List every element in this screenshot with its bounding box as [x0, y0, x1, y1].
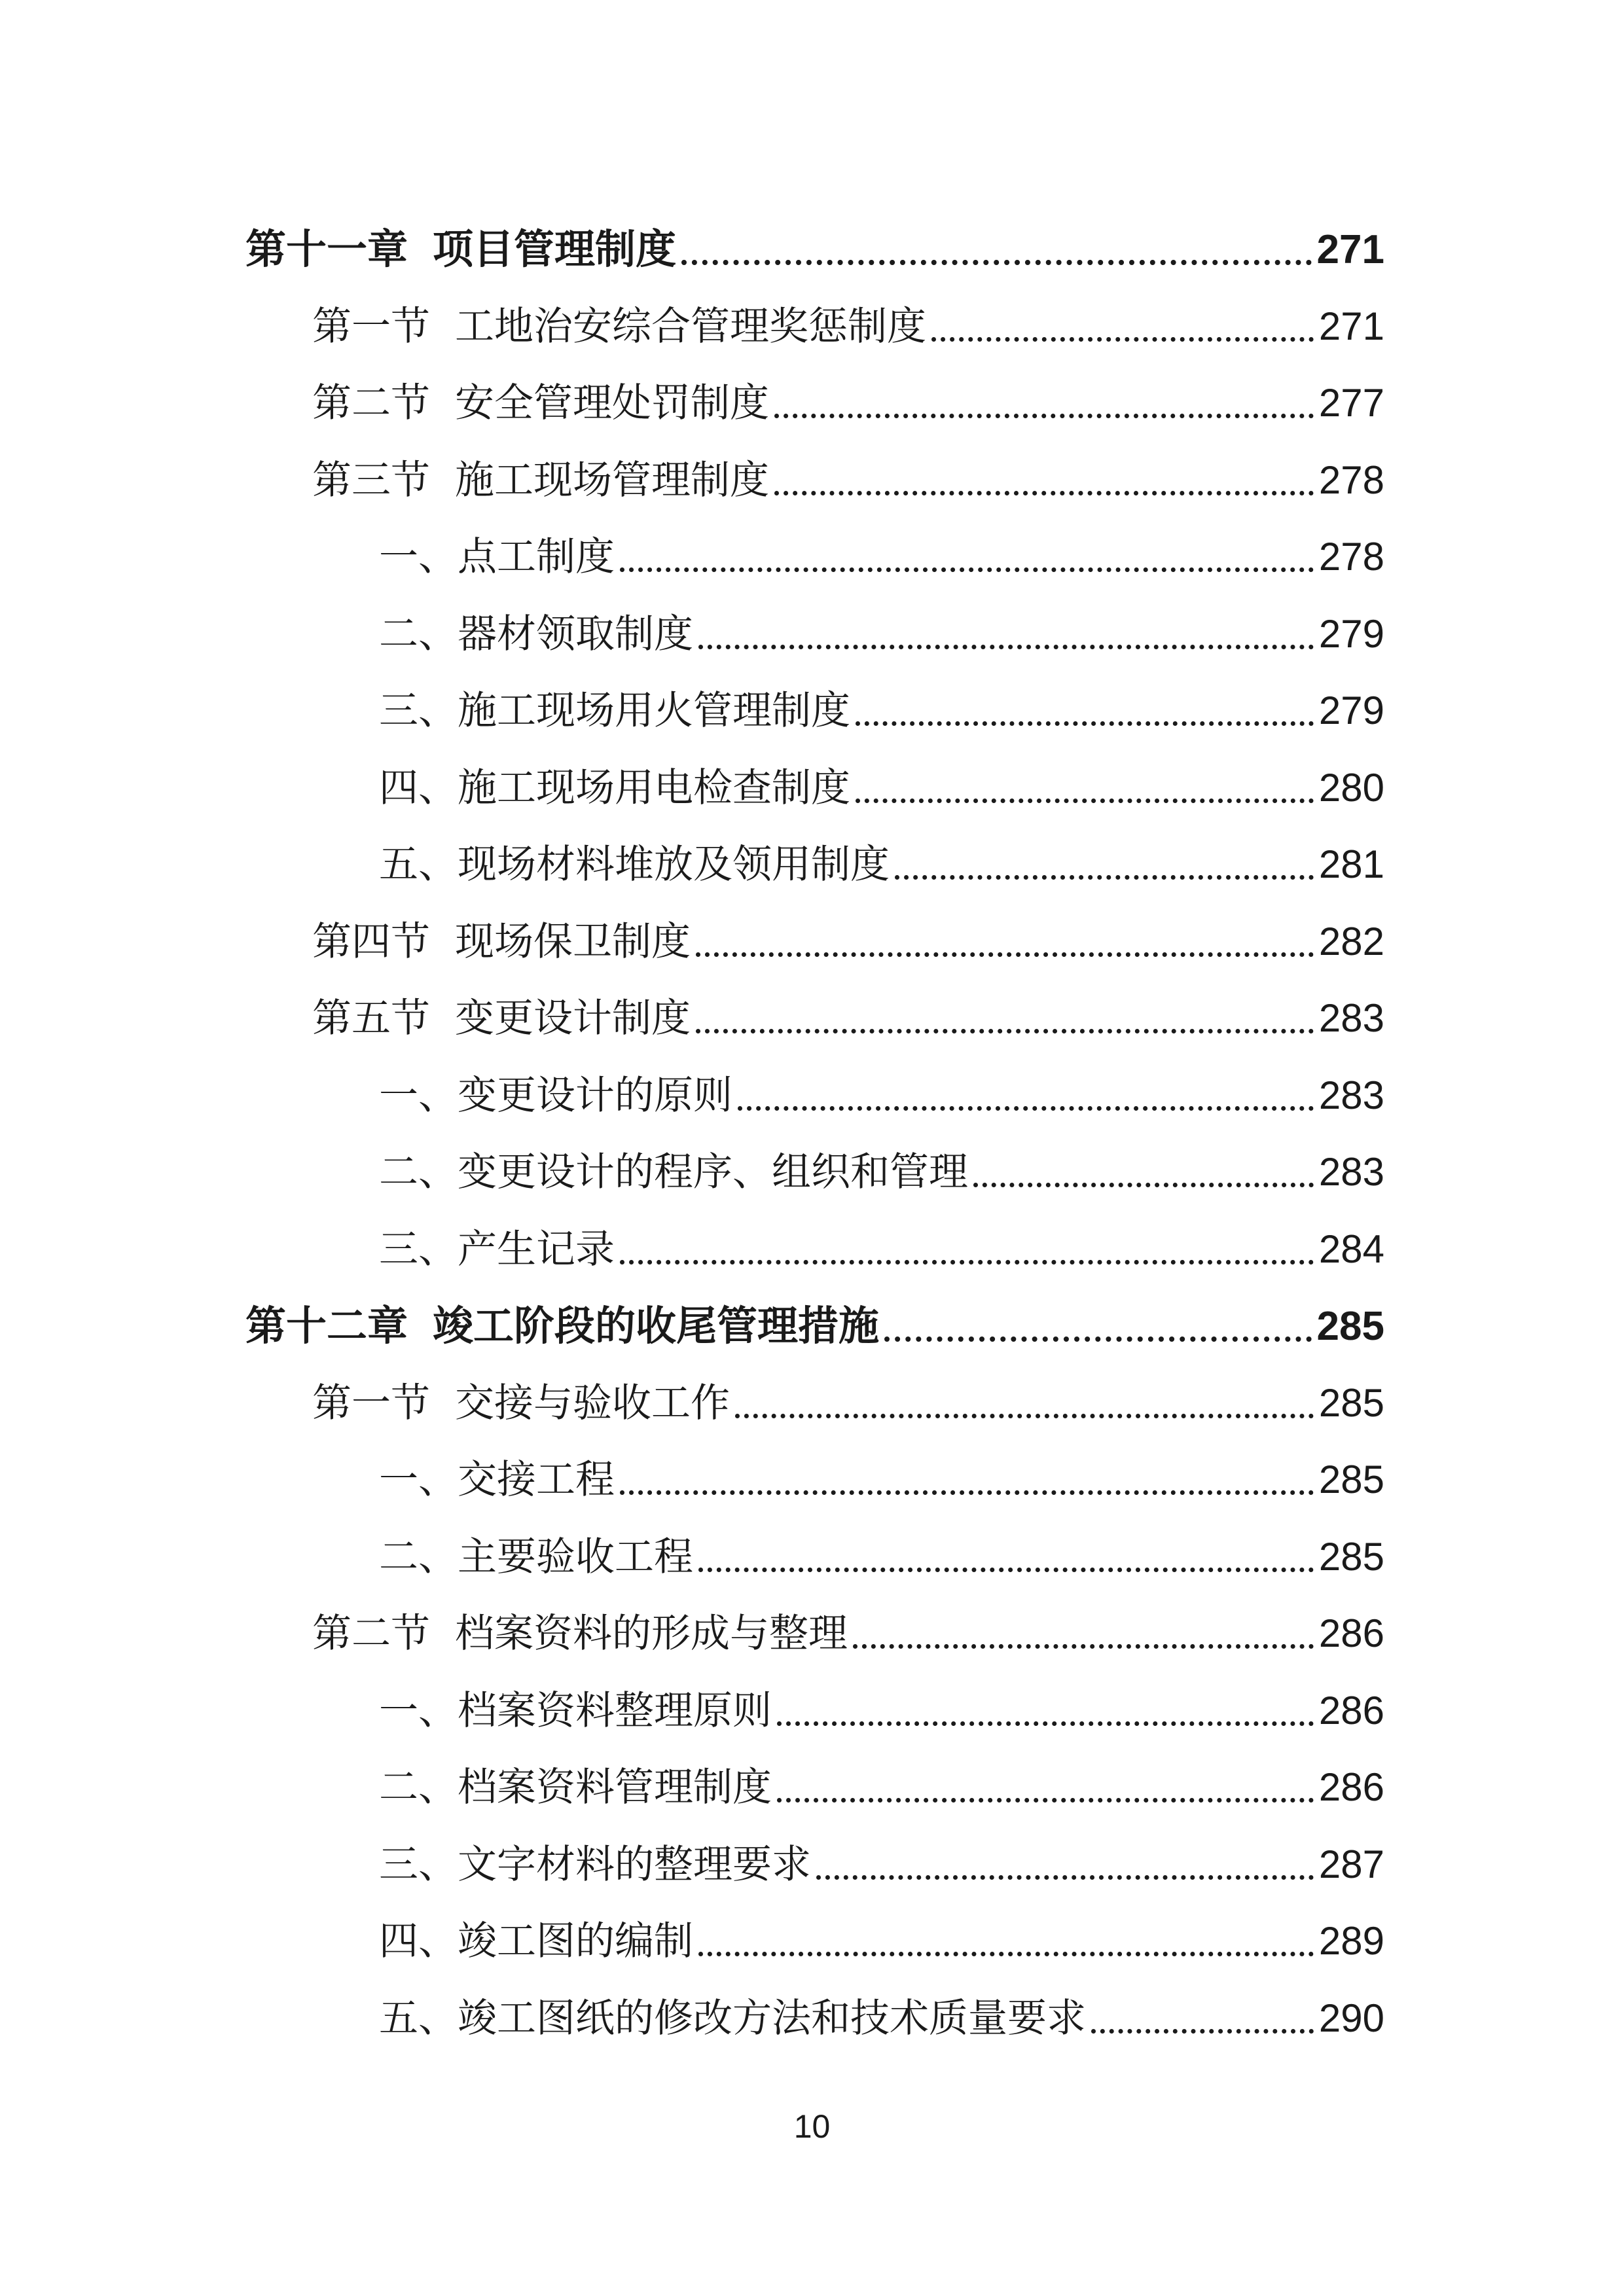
toc-entry-page: 284: [1318, 1227, 1384, 1271]
toc-entry-title: 一、交接工程: [379, 1457, 615, 1503]
toc-entry[interactable]: [245, 672, 1384, 749]
toc-entry-page: 285: [1316, 1304, 1384, 1349]
toc-entry-number: 第一节: [312, 1380, 430, 1426]
toc-entry-page: 285: [1318, 1458, 1384, 1501]
toc-entry-page: 289: [1318, 1919, 1384, 1963]
toc-entry-page: 283: [1318, 1073, 1384, 1117]
toc-entry-page: 279: [1318, 689, 1384, 732]
toc-dot-leader: [1091, 2029, 1314, 2034]
toc-entry[interactable]: [245, 1134, 1384, 1211]
toc-dot-leader: [698, 1568, 1314, 1572]
toc-entry-title: 交接与验收工作: [455, 1380, 730, 1426]
toc-entry[interactable]: [245, 1057, 1384, 1134]
toc-entry[interactable]: [245, 980, 1384, 1057]
toc-entry-page: 280: [1318, 765, 1384, 810]
toc-dot-leader: [681, 260, 1312, 265]
toc-entry-page: 271: [1318, 304, 1384, 348]
toc-entry-page: 285: [1318, 1534, 1384, 1579]
toc-entry-number: 第三节: [312, 457, 430, 503]
toc-entry[interactable]: [245, 1749, 1384, 1826]
toc-entry-number: 第十一章: [245, 225, 408, 273]
toc-dot-leader: [696, 952, 1314, 957]
toc-entry-title: 三、产生记录: [379, 1226, 615, 1272]
toc-entry-number: 第二节: [312, 380, 430, 426]
toc-dot-leader: [853, 1644, 1314, 1649]
toc-entry-page: 286: [1318, 1688, 1384, 1732]
toc-entry-title: 工地治安综合管理奖惩制度: [455, 303, 926, 350]
toc-dot-leader: [973, 1183, 1314, 1187]
toc-entry[interactable]: [245, 365, 1384, 442]
toc-entry-page: 287: [1318, 1842, 1384, 1886]
toc-entry[interactable]: [245, 1595, 1384, 1672]
toc-entry-title: 四、施工现场用电检查制度: [379, 764, 850, 811]
toc-entry-number: 第十二章: [245, 1302, 408, 1350]
toc-entry-page: 290: [1318, 1996, 1384, 2040]
toc-entry-title: 五、现场材料堆放及领用制度: [379, 842, 890, 888]
toc-entry[interactable]: [245, 1518, 1384, 1596]
toc-entry[interactable]: [245, 1211, 1384, 1288]
toc-entry[interactable]: [245, 1441, 1384, 1518]
toc-entry-title: 档案资料的形成与整理: [455, 1611, 848, 1657]
toc-entry-number: 第一节: [312, 303, 430, 350]
toc-entry[interactable]: [245, 903, 1384, 980]
toc-dot-leader: [856, 721, 1314, 726]
toc-dot-leader: [884, 1336, 1312, 1342]
toc-entry[interactable]: [245, 1903, 1384, 1980]
toc-dot-leader: [698, 645, 1314, 649]
toc-dot-leader: [735, 1414, 1314, 1418]
toc-entry[interactable]: [245, 1672, 1384, 1749]
toc-entry-page: 283: [1318, 996, 1384, 1040]
toc-entry[interactable]: [245, 826, 1384, 903]
toc-dot-leader: [856, 798, 1314, 803]
toc-entry-title: 一、变更设计的原则: [379, 1072, 732, 1119]
toc-entry-page: 277: [1318, 381, 1384, 425]
toc-entry-title: 二、档案资料管理制度: [379, 1765, 772, 1810]
toc-entry-title: 一、档案资料整理原则: [379, 1687, 772, 1734]
toc-dot-leader: [816, 1875, 1314, 1880]
toc-entry-title: 变更设计制度: [455, 996, 691, 1041]
toc-entry-page: 278: [1318, 457, 1384, 502]
toc-entry-page: 286: [1318, 1611, 1384, 1655]
toc-dot-leader: [620, 1260, 1314, 1265]
toc-dot-leader: [774, 414, 1314, 418]
toc-dot-leader: [620, 567, 1314, 572]
toc-dot-leader: [777, 1798, 1314, 1803]
toc-entry[interactable]: [245, 1980, 1384, 2057]
toc-entry-page: 281: [1318, 842, 1384, 886]
toc-entry-page: 283: [1318, 1150, 1384, 1194]
toc-entry[interactable]: [245, 596, 1384, 673]
toc-entry-title: 竣工阶段的收尾管理措施: [433, 1302, 880, 1350]
toc-dot-leader: [738, 1106, 1314, 1111]
toc-entry-title: 项目管理制度: [433, 225, 677, 273]
toc-entry-page: 278: [1318, 535, 1384, 579]
toc-entry-number: 第五节: [312, 996, 430, 1041]
toc-entry-page: 279: [1318, 611, 1384, 656]
toc-entry[interactable]: [245, 288, 1384, 365]
toc-entry-page: 285: [1318, 1380, 1384, 1425]
toc-entry-title: 施工现场管理制度: [455, 457, 769, 503]
toc-entry-title: 现场保卫制度: [455, 918, 691, 965]
toc-dot-leader: [931, 337, 1314, 342]
toc-dot-leader: [620, 1490, 1314, 1495]
toc-entry-number: 第二节: [312, 1611, 430, 1657]
toc-dot-leader: [774, 491, 1314, 495]
toc-dot-leader: [895, 875, 1314, 880]
toc-entry-page: 282: [1318, 919, 1384, 963]
toc-entry[interactable]: [245, 211, 1384, 288]
toc-entry-title: 五、竣工图纸的修改方法和技术质量要求: [379, 1995, 1086, 2041]
toc-entry[interactable]: [245, 518, 1384, 596]
page-number: 10: [793, 2108, 831, 2145]
toc-entry-number: 第四节: [312, 918, 430, 965]
toc-entry[interactable]: [245, 442, 1384, 519]
toc-dot-leader: [698, 1952, 1314, 1956]
toc-entry[interactable]: [245, 1287, 1384, 1365]
toc-entry[interactable]: [245, 1365, 1384, 1442]
toc-entry-title: 四、竣工图的编制: [379, 1918, 693, 1964]
toc-entry-title: 三、文字材料的整理要求: [379, 1841, 811, 1888]
toc-entry-title: 二、变更设计的程序、组织和管理: [379, 1149, 968, 1195]
toc-dot-leader: [696, 1029, 1314, 1033]
toc-entry-title: 三、施工现场用火管理制度: [379, 688, 850, 734]
toc-entry-title: 二、主要验收工程: [379, 1534, 693, 1580]
table-of-contents: [245, 211, 1384, 2056]
toc-entry-page: 286: [1318, 1765, 1384, 1809]
toc-entry-page: 271: [1316, 227, 1384, 272]
toc-entry[interactable]: [245, 749, 1384, 827]
toc-entry-title: 安全管理处罚制度: [455, 380, 769, 426]
toc-entry[interactable]: [245, 1826, 1384, 1903]
toc-dot-leader: [777, 1721, 1314, 1726]
toc-entry-title: 一、点工制度: [379, 534, 615, 580]
toc-entry-title: 二、器材领取制度: [379, 611, 693, 657]
